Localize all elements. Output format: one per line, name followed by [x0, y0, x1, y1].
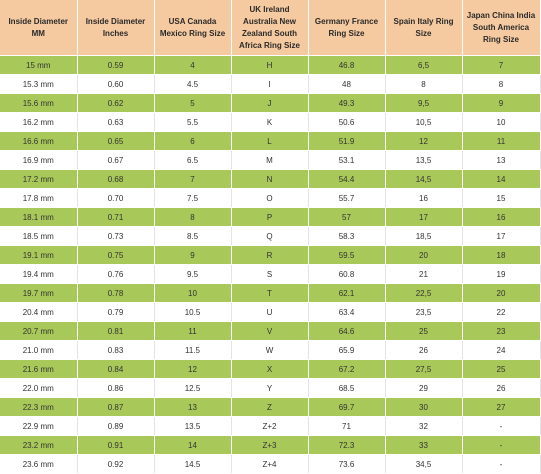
- cell-germany-size: 50.6: [308, 113, 385, 132]
- table-row: [0, 56, 540, 75]
- cell-diameter-mm: 19.1 mm: [0, 246, 77, 265]
- cell-germany-size: 72.3: [308, 436, 385, 455]
- cell-diameter-inches: 0.71: [77, 208, 154, 227]
- cell-uk-size: U: [231, 303, 308, 322]
- cell-diameter-inches: 0.65: [77, 132, 154, 151]
- cell-diameter-mm: 19.4 mm: [0, 265, 77, 284]
- cell-spain-size: 25: [385, 322, 462, 341]
- cell-usa-size: 11.5: [154, 341, 231, 360]
- cell-diameter-mm: 21.0 mm: [0, 341, 77, 360]
- cell-diameter-mm: 16.2 mm: [0, 113, 77, 132]
- cell-germany-size: 68.5: [308, 379, 385, 398]
- cell-germany-size: 57: [308, 208, 385, 227]
- header-germany-france: Germany France Ring Size: [308, 0, 385, 56]
- cell-germany-size: 54.4: [308, 170, 385, 189]
- cell-diameter-mm: 18.1 mm: [0, 208, 77, 227]
- cell-diameter-inches: 0.67: [77, 151, 154, 170]
- table-header: [0, 0, 540, 56]
- cell-diameter-mm: 19.7 mm: [0, 284, 77, 303]
- table-row: [0, 265, 540, 284]
- cell-uk-size: H: [231, 56, 308, 75]
- cell-japan-size: 18: [462, 246, 540, 265]
- cell-japan-size: 11: [462, 132, 540, 151]
- cell-germany-size: 60.8: [308, 265, 385, 284]
- cell-diameter-inches: 0.70: [77, 189, 154, 208]
- table-row: [0, 246, 540, 265]
- cell-spain-size: 30: [385, 398, 462, 417]
- cell-diameter-mm: 15 mm: [0, 56, 77, 75]
- cell-japan-size: 8: [462, 75, 540, 94]
- cell-usa-size: 4: [154, 56, 231, 75]
- table-row: [0, 379, 540, 398]
- cell-spain-size: 10,5: [385, 113, 462, 132]
- cell-germany-size: 71: [308, 417, 385, 436]
- cell-germany-size: 48: [308, 75, 385, 94]
- table-body: [0, 56, 540, 474]
- cell-spain-size: 17: [385, 208, 462, 227]
- cell-spain-size: 26: [385, 341, 462, 360]
- cell-spain-size: 12: [385, 132, 462, 151]
- cell-diameter-inches: 0.89: [77, 417, 154, 436]
- cell-japan-size: 14: [462, 170, 540, 189]
- cell-spain-size: 34,5: [385, 455, 462, 474]
- cell-usa-size: 6.5: [154, 151, 231, 170]
- cell-uk-size: V: [231, 322, 308, 341]
- cell-diameter-mm: 17.2 mm: [0, 170, 77, 189]
- table-row: [0, 303, 540, 322]
- cell-japan-size: 15: [462, 189, 540, 208]
- cell-uk-size: T: [231, 284, 308, 303]
- cell-spain-size: 18,5: [385, 227, 462, 246]
- cell-usa-size: 12: [154, 360, 231, 379]
- cell-uk-size: I: [231, 75, 308, 94]
- table-row: [0, 132, 540, 151]
- cell-diameter-mm: 17.8 mm: [0, 189, 77, 208]
- table-row: [0, 113, 540, 132]
- cell-uk-size: Z+3: [231, 436, 308, 455]
- cell-uk-size: Q: [231, 227, 308, 246]
- cell-uk-size: L: [231, 132, 308, 151]
- cell-japan-size: 20: [462, 284, 540, 303]
- cell-uk-size: M: [231, 151, 308, 170]
- table-row: [0, 455, 540, 474]
- table-row: [0, 284, 540, 303]
- cell-usa-size: 10: [154, 284, 231, 303]
- cell-usa-size: 6: [154, 132, 231, 151]
- cell-japan-size: 24: [462, 341, 540, 360]
- cell-usa-size: 14: [154, 436, 231, 455]
- cell-germany-size: 67.2: [308, 360, 385, 379]
- cell-uk-size: K: [231, 113, 308, 132]
- cell-usa-size: 9: [154, 246, 231, 265]
- cell-spain-size: 27,5: [385, 360, 462, 379]
- cell-diameter-mm: 22.3 mm: [0, 398, 77, 417]
- cell-uk-size: Z: [231, 398, 308, 417]
- cell-germany-size: 53.1: [308, 151, 385, 170]
- cell-diameter-mm: 20.4 mm: [0, 303, 77, 322]
- cell-diameter-inches: 0.91: [77, 436, 154, 455]
- cell-diameter-mm: 23.2 mm: [0, 436, 77, 455]
- cell-germany-size: 63.4: [308, 303, 385, 322]
- cell-diameter-mm: 16.6 mm: [0, 132, 77, 151]
- cell-japan-size: 26: [462, 379, 540, 398]
- table-row: [0, 189, 540, 208]
- cell-spain-size: 29: [385, 379, 462, 398]
- cell-uk-size: Z+4: [231, 455, 308, 474]
- cell-spain-size: 14,5: [385, 170, 462, 189]
- cell-usa-size: 11: [154, 322, 231, 341]
- cell-uk-size: R: [231, 246, 308, 265]
- cell-diameter-inches: 0.75: [77, 246, 154, 265]
- cell-uk-size: X: [231, 360, 308, 379]
- cell-spain-size: 9,5: [385, 94, 462, 113]
- cell-japan-size: 7: [462, 56, 540, 75]
- header-spain-italy: Spain Italy Ring Size: [385, 0, 462, 56]
- cell-uk-size: S: [231, 265, 308, 284]
- cell-japan-size: -: [462, 455, 540, 474]
- table-row: [0, 227, 540, 246]
- cell-spain-size: 8: [385, 75, 462, 94]
- cell-germany-size: 51.9: [308, 132, 385, 151]
- table-row: [0, 170, 540, 189]
- cell-spain-size: 16: [385, 189, 462, 208]
- table-row: [0, 75, 540, 94]
- header-japan-china-india: Japan China India South America Ring Size: [462, 0, 540, 56]
- cell-spain-size: 13,5: [385, 151, 462, 170]
- cell-spain-size: 21: [385, 265, 462, 284]
- cell-usa-size: 7.5: [154, 189, 231, 208]
- cell-diameter-mm: 22.9 mm: [0, 417, 77, 436]
- cell-diameter-inches: 0.87: [77, 398, 154, 417]
- cell-uk-size: P: [231, 208, 308, 227]
- cell-germany-size: 59.5: [308, 246, 385, 265]
- cell-usa-size: 5: [154, 94, 231, 113]
- cell-uk-size: J: [231, 94, 308, 113]
- cell-japan-size: 13: [462, 151, 540, 170]
- table-row: [0, 398, 540, 417]
- cell-japan-size: 22: [462, 303, 540, 322]
- cell-spain-size: 6,5: [385, 56, 462, 75]
- cell-japan-size: 17: [462, 227, 540, 246]
- table-row: [0, 341, 540, 360]
- cell-japan-size: 25: [462, 360, 540, 379]
- header-uk-ireland-australia: UK Ireland Australia New Zealand South Africa Ring Size: [231, 0, 308, 56]
- cell-japan-size: 27: [462, 398, 540, 417]
- cell-germany-size: 65.9: [308, 341, 385, 360]
- cell-diameter-inches: 0.60: [77, 75, 154, 94]
- cell-japan-size: 10: [462, 113, 540, 132]
- cell-germany-size: 69.7: [308, 398, 385, 417]
- cell-usa-size: 5.5: [154, 113, 231, 132]
- cell-diameter-mm: 18.5 mm: [0, 227, 77, 246]
- cell-usa-size: 8.5: [154, 227, 231, 246]
- cell-japan-size: 16: [462, 208, 540, 227]
- cell-diameter-mm: 15.3 mm: [0, 75, 77, 94]
- cell-japan-size: 9: [462, 94, 540, 113]
- table-row: [0, 436, 540, 455]
- cell-diameter-mm: 22.0 mm: [0, 379, 77, 398]
- cell-usa-size: 13: [154, 398, 231, 417]
- cell-usa-size: 12.5: [154, 379, 231, 398]
- header-inside-diameter-inches: Inside Diameter Inches: [77, 0, 154, 56]
- table-row: [0, 322, 540, 341]
- cell-usa-size: 4.5: [154, 75, 231, 94]
- table-row: [0, 417, 540, 436]
- cell-uk-size: Z+2: [231, 417, 308, 436]
- cell-uk-size: O: [231, 189, 308, 208]
- table-row: [0, 360, 540, 379]
- cell-diameter-inches: 0.63: [77, 113, 154, 132]
- cell-diameter-inches: 0.92: [77, 455, 154, 474]
- table-row: [0, 94, 540, 113]
- cell-usa-size: 13.5: [154, 417, 231, 436]
- cell-diameter-inches: 0.81: [77, 322, 154, 341]
- header-inside-diameter-mm: Inside Diameter MM: [0, 0, 77, 56]
- cell-diameter-inches: 0.73: [77, 227, 154, 246]
- cell-diameter-inches: 0.76: [77, 265, 154, 284]
- cell-germany-size: 62.1: [308, 284, 385, 303]
- cell-usa-size: 14.5: [154, 455, 231, 474]
- table-row: [0, 208, 540, 227]
- cell-diameter-inches: 0.68: [77, 170, 154, 189]
- cell-diameter-mm: 23.6 mm: [0, 455, 77, 474]
- cell-diameter-mm: 21.6 mm: [0, 360, 77, 379]
- cell-diameter-mm: 20.7 mm: [0, 322, 77, 341]
- table-row: [0, 151, 540, 170]
- cell-japan-size: 23: [462, 322, 540, 341]
- cell-diameter-inches: 0.62: [77, 94, 154, 113]
- cell-uk-size: N: [231, 170, 308, 189]
- cell-diameter-inches: 0.84: [77, 360, 154, 379]
- cell-usa-size: 9.5: [154, 265, 231, 284]
- cell-japan-size: 19: [462, 265, 540, 284]
- header-usa-canada-mexico: USA Canada Mexico Ring Size: [154, 0, 231, 56]
- cell-diameter-inches: 0.86: [77, 379, 154, 398]
- cell-diameter-mm: 16.9 mm: [0, 151, 77, 170]
- cell-spain-size: 33: [385, 436, 462, 455]
- cell-germany-size: 58.3: [308, 227, 385, 246]
- cell-japan-size: -: [462, 436, 540, 455]
- cell-japan-size: -: [462, 417, 540, 436]
- cell-germany-size: 73.6: [308, 455, 385, 474]
- cell-spain-size: 22,5: [385, 284, 462, 303]
- cell-spain-size: 23,5: [385, 303, 462, 322]
- cell-germany-size: 64.6: [308, 322, 385, 341]
- cell-spain-size: 20: [385, 246, 462, 265]
- cell-diameter-inches: 0.78: [77, 284, 154, 303]
- header-row: [0, 0, 540, 56]
- cell-germany-size: 55.7: [308, 189, 385, 208]
- cell-uk-size: W: [231, 341, 308, 360]
- cell-usa-size: 7: [154, 170, 231, 189]
- cell-uk-size: Y: [231, 379, 308, 398]
- cell-germany-size: 49.3: [308, 94, 385, 113]
- cell-spain-size: 32: [385, 417, 462, 436]
- cell-diameter-inches: 0.83: [77, 341, 154, 360]
- cell-usa-size: 8: [154, 208, 231, 227]
- cell-diameter-inches: 0.59: [77, 56, 154, 75]
- cell-diameter-inches: 0.79: [77, 303, 154, 322]
- cell-usa-size: 10.5: [154, 303, 231, 322]
- cell-germany-size: 46.8: [308, 56, 385, 75]
- cell-diameter-mm: 15.6 mm: [0, 94, 77, 113]
